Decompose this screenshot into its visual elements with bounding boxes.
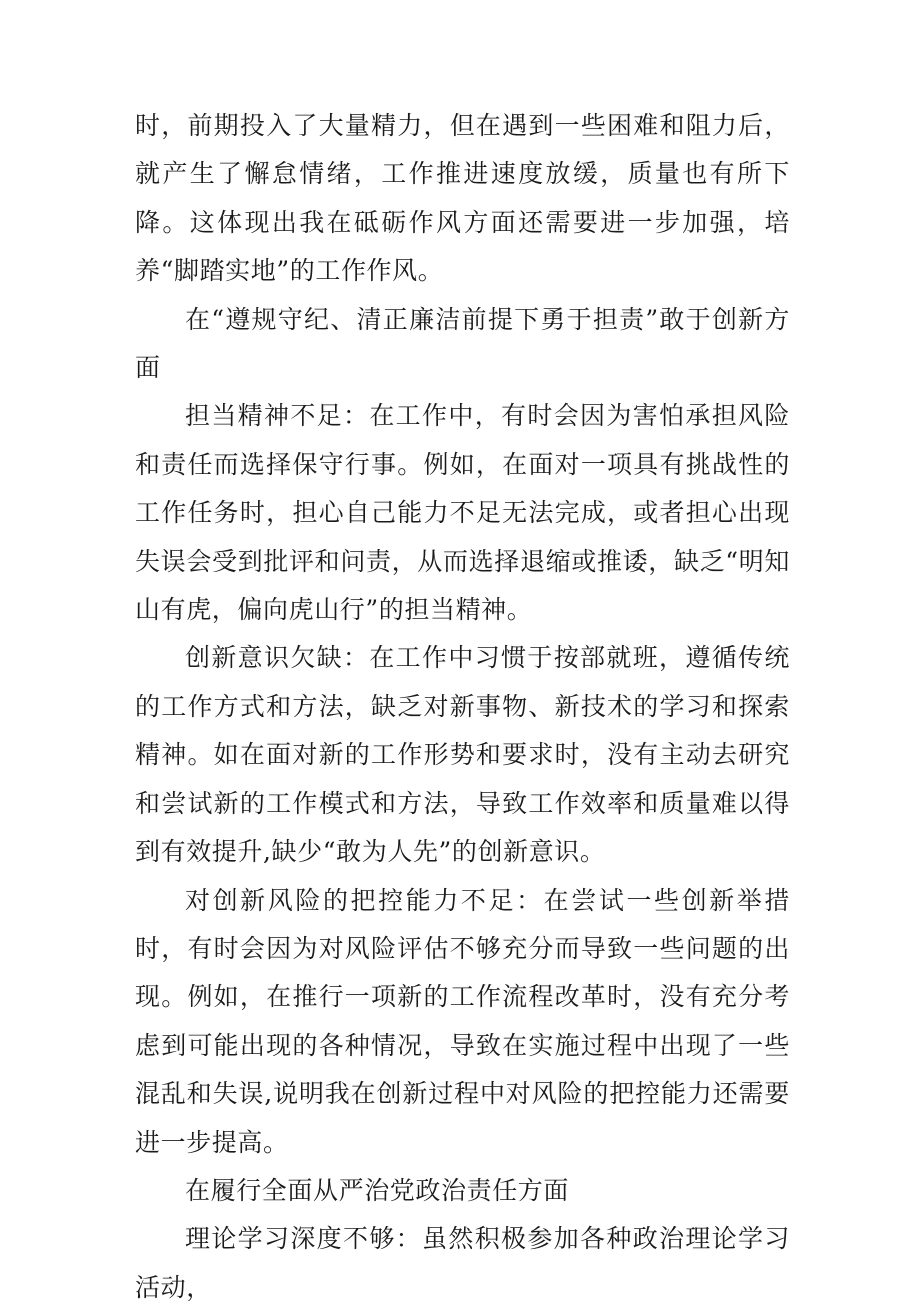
section-heading-innovation: 在“遵规守纪、清正廉洁前提下勇于担责”敢于创新方面 — [135, 304, 790, 383]
paragraph-theory-study: 理论学习深度不够：虽然积极参加各种政治理论学习活动， — [135, 1224, 790, 1302]
paragraph-responsibility: 担当精神不足：在工作中，有时会因为害怕承担风险和责任而选择保守行事。例如，在面对一项具有挑战性的工作任务时，担心自己能力不足无法完成，或者担心出现失误会受到批评和问责，从而选择退缩或推诿，缺乏“明知山有虎，偏向虎山行”的担当精神。 — [135, 401, 790, 625]
paragraph-innovation-risk: 对创新风险的把控能力不足：在尝试一些创新举措时，有时会因为对风险评估不够充分而导致一些问题的出现。例如，在推行一项新的工作流程改革时，没有充分考虑到可能出现的各种情况，导致在实施过程中出现了一些混乱和失误,说明我在创新过程中对风险的把控能力还需要进一步提高。 — [135, 885, 790, 1157]
paragraph-work-style: 时，前期投入了大量精力，但在遇到一些困难和阻力后，就产生了懈怠情绪，工作推进速度放缓，质量也有所下降。这体现出我在砥砺作风方面还需要进一步加强，培养“脚踏实地”的工作作风。 — [135, 111, 790, 286]
section-heading-party-governance: 在履行全面从严治党政治责任方面 — [185, 1175, 570, 1205]
paragraph-innovation-awareness: 创新意识欠缺：在工作中习惯于按部就班，遵循传统的工作方式和方法，缺乏对新事物、新技术的学习和探索精神。如在面对新的工作形势和要求时，没有主动去研究和尝试新的工作模式和方法，导致工作效率和质量难以得到有效提升,缺少“敢为人先”的创新意识。 — [135, 643, 790, 867]
document-page — [135, 102, 790, 1312]
